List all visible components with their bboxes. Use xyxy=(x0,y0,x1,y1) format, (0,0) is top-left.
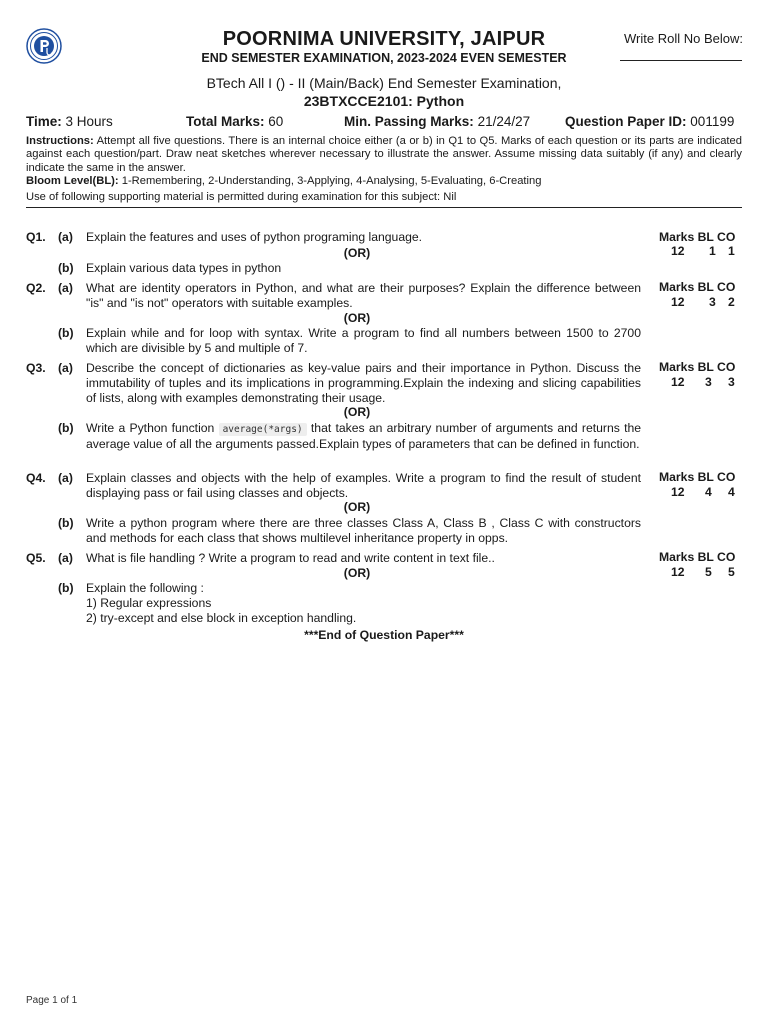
part-label-b: (b) xyxy=(58,326,74,340)
part-label-b: (b) xyxy=(58,421,74,435)
question-5a-text: What is file handling ? Write a program to read and write content in text file.. xyxy=(86,551,495,565)
supporting-material-note: Use of following supporting material is permitted during examination for this subject: Nil xyxy=(26,191,457,203)
bloom-levels xyxy=(26,175,541,187)
part-label-a: (a) xyxy=(58,551,73,565)
part-label-a: (a) xyxy=(58,230,73,244)
time-value: 3 Hours xyxy=(65,114,113,129)
end-of-paper: ***End of Question Paper*** xyxy=(304,628,464,642)
bloom-level-value: 1 xyxy=(709,244,716,258)
course-outcome-value: 2 xyxy=(728,295,735,309)
course-outcome-value: 1 xyxy=(728,244,735,258)
bloom-label: Bloom Level(BL): xyxy=(26,175,119,187)
question-paper-id-label: Question Paper ID: xyxy=(565,114,687,129)
program-title: BTech All I () - II (Main/Back) End Semester Examination, xyxy=(206,75,562,91)
bloom-text: 1-Remembering, 2-Understanding, 3-Applying, 4-Analysing, 5-Evaluating, 6-Creating xyxy=(121,175,542,187)
marks-header: Marks BL CO xyxy=(659,550,736,564)
question-4a-text: Explain classes and objects with the help of examples. Write a program to find the result of student displaying pass or fail using classes and objects. xyxy=(86,471,641,500)
question-5b-line: Explain the following : xyxy=(86,581,204,595)
marks-header: Marks BL CO xyxy=(659,470,736,484)
instructions xyxy=(26,135,742,175)
instructions-label: Instructions: xyxy=(26,135,94,147)
page-number: Page 1 of 1 xyxy=(26,995,78,1006)
question-2b-text: Explain while and for loop with syntax. Write a program to find all numbers between 1500 to 2700 which are divisible by 5 and multiple of 7. xyxy=(86,326,641,355)
part-label-b: (b) xyxy=(58,261,74,275)
passing-marks-value: 21/24/27 xyxy=(477,114,531,129)
marks-header: Marks BL CO xyxy=(659,230,736,244)
divider xyxy=(26,207,742,208)
marks-header: Marks BL CO xyxy=(659,360,736,374)
bloom-level-value: 3 xyxy=(709,295,716,309)
marks-value: 12 xyxy=(671,295,685,309)
question-5b-line: 2) try-except and else block in exception handling. xyxy=(86,611,357,625)
passing-marks-label: Min. Passing Marks: xyxy=(344,114,474,129)
marks-value: 12 xyxy=(671,244,685,258)
time-info xyxy=(26,114,113,129)
marks-header: Marks BL CO xyxy=(659,280,736,294)
bloom-level-value: 4 xyxy=(705,485,712,499)
question-1b-text: Explain various data types in python xyxy=(86,261,282,275)
or-separator: (OR) xyxy=(343,566,371,580)
total-marks-info xyxy=(186,114,283,129)
marks-value: 12 xyxy=(671,375,685,389)
part-label-a: (a) xyxy=(58,361,73,375)
course-title: 23BTXCCE2101: Python xyxy=(303,93,465,109)
bloom-level-value: 5 xyxy=(705,565,712,579)
question-number: Q1. xyxy=(26,230,46,244)
question-1a-text: Explain the features and uses of python programing language. xyxy=(86,230,423,244)
marks-value: 12 xyxy=(671,565,685,579)
question-number: Q4. xyxy=(26,471,46,485)
question-paper-id-value: 001199 xyxy=(690,114,735,129)
question-3b-text-end: that takes an arbitrary number of arguments and returns the average value of all the arguments passed.Explain types of parameters that can be defined in function. xyxy=(86,421,642,451)
roll-number-label: Write Roll No Below: xyxy=(624,31,743,46)
question-5b-text xyxy=(86,581,641,626)
question-number: Q5. xyxy=(26,551,46,565)
or-separator: (OR) xyxy=(343,246,371,260)
question-number: Q3. xyxy=(26,361,46,375)
university-name: POORNIMA UNIVERSITY, JAIPUR xyxy=(222,28,546,50)
question-3b-text xyxy=(86,421,641,452)
course-outcome-value: 5 xyxy=(728,565,735,579)
part-label-b: (b) xyxy=(58,516,74,530)
or-separator: (OR) xyxy=(343,405,371,419)
question-3a-text: Describe the concept of dictionaries as key-value pairs and their importance in Python. Discuss the immutability of tuples and its implications in programming.Explain the indexing and slicing capabilities of lists, along with examples demonstrating their usage. xyxy=(86,361,641,405)
total-marks-value: 60 xyxy=(268,114,284,129)
passing-marks-info xyxy=(344,114,530,129)
part-label-a: (a) xyxy=(58,471,73,485)
question-2a-text: What are identity operators in Python, and what are their purposes? Explain the difference between "is" and "is not" operators with suitable examples. xyxy=(86,281,641,310)
course-outcome-value: 3 xyxy=(728,375,735,389)
total-marks-label: Total Marks: xyxy=(186,114,265,129)
instructions-text: Attempt all five questions. There is an internal choice either (a or b) in Q1 to Q5. Marks of each question or its parts are indicated against each question/part. Draw neat sketches wherever necessary to illustrate the answer. Assume missing data suitably (if any) and clearly indicate the same in the answer. xyxy=(26,135,742,174)
or-separator: (OR) xyxy=(343,500,371,514)
course-outcome-value: 4 xyxy=(728,485,735,499)
question-4b-text: Write a python program where there are three classes Class A, Class B , Class C with constructors and methods for each class that shows multilevel inheritance property in opps. xyxy=(86,516,641,545)
part-label-b: (b) xyxy=(58,581,74,595)
roll-number-line xyxy=(620,60,742,61)
marks-value: 12 xyxy=(671,485,685,499)
part-label-a: (a) xyxy=(58,281,73,295)
time-label: Time: xyxy=(26,114,62,129)
question-number: Q2. xyxy=(26,281,46,295)
question-3b-text-start: Write a Python function xyxy=(86,421,215,435)
question-paper-id-info xyxy=(565,114,734,129)
or-separator: (OR) xyxy=(343,311,371,325)
code-snippet: average(*args) xyxy=(219,423,307,436)
exam-title: END SEMESTER EXAMINATION, 2023-2024 EVEN SEMESTER xyxy=(201,51,567,65)
bloom-level-value: 3 xyxy=(705,375,712,389)
question-5b-line: 1) Regular expressions xyxy=(86,596,212,610)
